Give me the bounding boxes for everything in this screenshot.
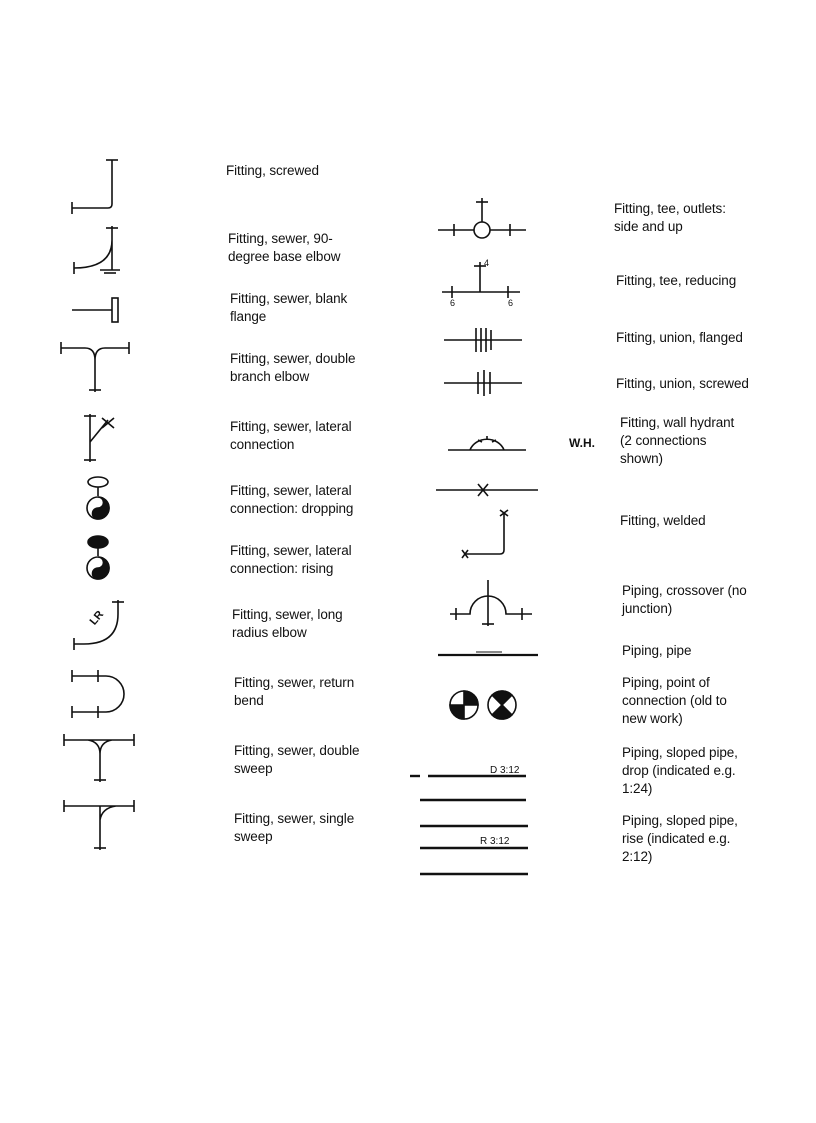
sewer-single-sweep-symbol bbox=[58, 796, 143, 856]
label-sewer-double-sweep: Fitting, sewer, double sweep bbox=[234, 743, 360, 776]
label-pipe: Piping, pipe bbox=[622, 643, 692, 658]
sloped-rise-symbol bbox=[408, 816, 548, 882]
label-sewer-return-bend: Fitting, sewer, return bend bbox=[234, 675, 355, 708]
label-sewer-lateral-rising: Fitting, sewer, lateral connection: rising bbox=[230, 543, 352, 576]
sewer-90-base-elbow-symbol bbox=[60, 218, 130, 283]
wall-hydrant-symbol bbox=[444, 422, 530, 456]
label-crossover: Piping, crossover (no junction) bbox=[622, 583, 747, 616]
label-sewer-double-branch-elbow: Fitting, sewer, double branch elbow bbox=[230, 351, 356, 384]
sewer-double-branch-elbow-symbol bbox=[55, 338, 140, 396]
crossover-symbol bbox=[446, 574, 536, 630]
welded-elbow-symbol bbox=[456, 506, 520, 564]
sloped-drop-symbol bbox=[406, 752, 546, 808]
label-union-screwed: Fitting, union, screwed bbox=[616, 376, 749, 391]
sewer-lateral-rising-symbol bbox=[78, 534, 118, 584]
label-welded: Fitting, welded bbox=[620, 513, 706, 528]
wall-hydrant-abbrev: W.H. bbox=[569, 436, 595, 450]
label-point-of-connection: Piping, point of connection (old to new work) bbox=[622, 675, 727, 726]
pipe-symbol bbox=[436, 644, 540, 662]
label-sloped-rise: Piping, sloped pipe, rise (indicated e.g. 2:12) bbox=[622, 813, 738, 864]
tee-outlets-side-up-symbol bbox=[434, 192, 530, 248]
label-sewer-single-sweep: Fitting, sewer, single sweep bbox=[234, 811, 355, 844]
label-sewer-lateral-connection: Fitting, sewer, lateral connection bbox=[230, 419, 352, 452]
sewer-blank-flange-symbol bbox=[60, 290, 130, 330]
tee-reducing-symbol bbox=[436, 254, 526, 310]
drop-slope-text: D 3:12 bbox=[490, 765, 520, 776]
sewer-lateral-dropping-symbol bbox=[78, 474, 118, 524]
reducing-left-text: 6 bbox=[450, 298, 456, 308]
union-screwed-symbol bbox=[440, 366, 526, 400]
union-flanged-symbol bbox=[440, 322, 526, 358]
fitting-screwed-symbol bbox=[60, 150, 130, 215]
sewer-return-bend-symbol bbox=[62, 666, 137, 720]
label-union-flanged: Fitting, union, flanged bbox=[616, 330, 743, 345]
label-sewer-90-base-elbow: Fitting, sewer, 90- degree base elbow bbox=[228, 231, 341, 264]
sewer-long-radius-elbow-symbol bbox=[62, 594, 137, 654]
reducing-right-text: 6 bbox=[508, 298, 514, 308]
label-sewer-blank-flange: Fitting, sewer, blank flange bbox=[230, 291, 348, 324]
label-tee-reducing: Fitting, tee, reducing bbox=[616, 273, 737, 288]
rise-slope-text: R 3:12 bbox=[480, 836, 510, 847]
welded-symbol bbox=[434, 478, 540, 502]
label-sewer-long-radius-elbow: Fitting, sewer, long radius elbow bbox=[232, 607, 343, 640]
reducing-up-text: 4 bbox=[484, 258, 490, 268]
label-sloped-drop: Piping, sloped pipe, drop (indicated e.g. 1:24) bbox=[622, 745, 738, 796]
long-radius-text: LR bbox=[87, 608, 107, 628]
point-of-connection-symbol bbox=[446, 686, 522, 724]
sewer-lateral-connection-symbol bbox=[72, 408, 122, 466]
label-wall-hydrant: Fitting, wall hydrant (2 connections shown) bbox=[620, 415, 735, 466]
sewer-double-sweep-symbol bbox=[58, 730, 143, 788]
label-tee-outlets-side-up: Fitting, tee, outlets: side and up bbox=[614, 201, 726, 234]
label-fitting-screwed: Fitting, screwed bbox=[226, 163, 319, 178]
label-sewer-lateral-dropping: Fitting, sewer, lateral connection: dropping bbox=[230, 483, 354, 516]
